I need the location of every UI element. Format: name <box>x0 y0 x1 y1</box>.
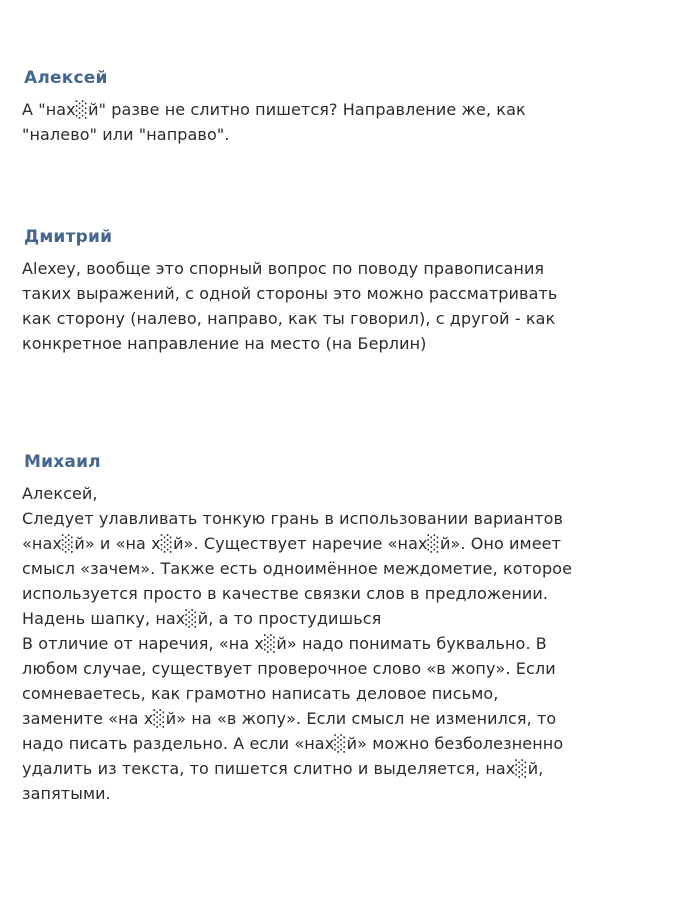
comment-author[interactable]: Алексей <box>24 68 108 88</box>
comment-text-line: запятыми. <box>22 784 111 803</box>
comment-text-line: "налево" или "направо". <box>22 125 230 144</box>
comment-text-line: удалить из текста, то пишется слитно и выделяется, нах░й, <box>22 759 544 778</box>
comment-text-line: используется просто в качестве связки слов в предложении. <box>22 584 549 603</box>
comment-text-line: Надень шапку, нах░й, а то простудишься <box>22 609 382 628</box>
comment-text-line: Следует улавливать тонкую грань в использовании вариантов <box>22 509 564 528</box>
comment-text-line: Alexey, вообще это спорный вопрос по поводу правописания <box>22 259 545 278</box>
comment-post <box>0 68 700 147</box>
comment-text-line: А "нах░й" разве не слитно пишется? Направление же, как <box>22 100 526 119</box>
comment-post <box>0 227 700 356</box>
comment-text-line: надо писать раздельно. А если «нах░й» можно безболезненно <box>22 734 564 753</box>
comment-text-line: «нах░й» и «на х░й». Существует наречие «нах░й». Оно имеет <box>22 534 562 553</box>
comment-text-line: Алексей, <box>22 484 98 503</box>
comment-text-line: замените «на х░й» на «в жопу». Если смысл не изменился, то <box>22 709 557 728</box>
comment-text-line: конкретное направление на место (на Берлин) <box>22 334 427 353</box>
comment-author[interactable]: Михаил <box>24 452 101 472</box>
comment-text-line: смысл «зачем». Также есть одноимённое междометие, которое <box>22 559 573 578</box>
comment-text-line: как сторону (налево, направо, как ты говорил), с другой - как <box>22 309 556 328</box>
comment-text-line: сомневаетесь, как грамотно написать деловое письмо, <box>22 684 499 703</box>
comment-post <box>0 452 700 806</box>
comment-text-line: В отличие от наречия, «на х░й» надо понимать буквально. В <box>22 634 547 653</box>
comment-text-line: любом случае, существует проверочное слово «в жопу». Если <box>22 659 556 678</box>
comment-author[interactable]: Дмитрий <box>24 227 113 247</box>
comment-text-line: таких выражений, с одной стороны это можно рассматривать <box>22 284 558 303</box>
